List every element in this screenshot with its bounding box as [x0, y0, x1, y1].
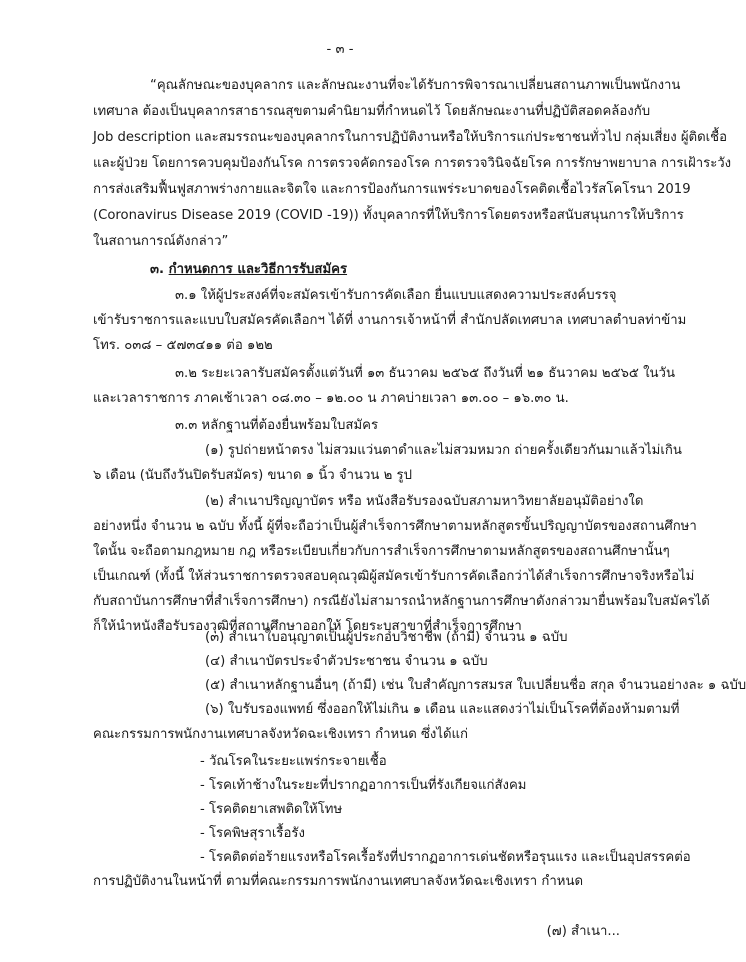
- item-2-line-2: อย่างหนึ่ง จำนวน ๒ ฉบับ ทั้งนี้ ผู้ที่จะถือว่าเป็นผู้สำเร็จการศึกษาตามหลักสูตรขั้นปริญญาบัตรของสถานศึกษา: [93, 519, 697, 534]
- quote-line-1: “คุณลักษณะของบุคลากร และลักษณะงานที่จะได้รับการพิจารณาเปลี่ยนสถานภาพเป็นพนักงาน: [150, 78, 681, 93]
- section-number: ๓.: [150, 262, 165, 277]
- page-number: - ๓ -: [326, 42, 354, 57]
- item-1-line-2: ๖ เดือน (นับถึงวันปิดรับสมัคร) ขนาด ๑ นิ้ว จำนวน ๒ รูป: [93, 468, 412, 483]
- item-4: (๔) สำเนาบัตรประจำตัวประชาชน จำนวน ๑ ฉบับ: [205, 654, 488, 669]
- clause-3-3-heading: ๓.๓ หลักฐานที่ต้องยื่นพร้อมใบสมัคร: [175, 418, 379, 433]
- disease-item-2: - โรคเท้าช้างในระยะที่ปรากฏอาการเป็นที่รังเกียจแก่สังคม: [200, 778, 527, 793]
- disease-item-4: - โรคพิษสุราเรื้อรัง: [200, 826, 305, 841]
- item-5: (๕) สำเนาหลักฐานอื่นๆ (ถ้ามี) เช่น ใบสำคัญการสมรส ใบเปลี่ยนชื่อ สกุล จำนวนอย่างละ ๑ ฉบับ: [205, 678, 746, 693]
- item-2-line-6: ก็ให้นำหนังสือรับรองวุฒิที่สถานศึกษาออกให้ โดยระบุสาขาที่สำเร็จการศึกษา: [93, 619, 522, 634]
- item-1-line-1: (๑) รูปถ่ายหน้าตรง ไม่สวมแว่นตาดำและไม่สวมหมวก ถ่ายครั้งเดียวกันมาแล้วไม่เกิน: [205, 443, 682, 458]
- quote-line-6: (Coronavirus Disease 2019 (COVID -19)) ทั้งบุคลากรที่ให้บริการโดยตรงหรือสนับสนุนการให้บริการ: [93, 208, 684, 223]
- quote-line-5: การส่งเสริมฟื้นฟูสภาพร่างกายและจิตใจ และการป้องกันการแพร่ระบาดของโรคติดเชื้อไวรัสโคโรนา 2019: [93, 182, 691, 197]
- item-2-line-3: ใดนั้น จะถือตามกฎหมาย กฎ หรือระเบียบเกี่ยวกับการสำเร็จการศึกษาตามหลักสูตรของสถานศึกษานั้นๆ: [93, 544, 670, 559]
- section-title: กำหนดการ และวิธีการรับสมัคร: [168, 262, 348, 277]
- clause-3-2-line-1: ๓.๒ ระยะเวลารับสมัครตั้งแต่วันที่ ๑๓ ธันวาคม ๒๕๖๕ ถึงวันที่ ๒๑ ธันวาคม ๒๕๖๕ ในวัน: [175, 366, 675, 381]
- quote-line-3: Job description และสมรรถนะของบุคลากรในการปฏิบัติงานหรือให้บริการแก่ประชาชนทั่วไป กลุ่มเสี่ยง ผู้ติดเชื้อ: [93, 130, 728, 145]
- quote-line-2: เทศบาล ต้องเป็นบุคลากรสาธารณสุขตามคำนิยามที่กำหนดไว้ โดยลักษณะงานที่ปฏิบัติสอดคล้องกับ: [93, 104, 651, 119]
- section-heading: [150, 260, 347, 280]
- item-6-line-1: (๖) ใบรับรองแพทย์ ซึ่งออกให้ไม่เกิน ๑ เดือน และแสดงว่าไม่เป็นโรคที่ต้องห้ามตามที่: [205, 702, 680, 717]
- item-2-line-5: กับสถาบันการศึกษาที่สำเร็จการศึกษา) กรณียังไม่สามารถนำหลักฐานการศึกษาดังกล่าวมายื่นพร้อมใบสมัครได้: [93, 594, 710, 609]
- item-2-line-1: (๒) สำเนาปริญญาบัตร หรือ หนังสือรับรองฉบับสภามหาวิทยาลัยอนุมัติอย่างใด: [205, 494, 644, 509]
- clause-3-1-line-1: ๓.๑ ให้ผู้ประสงค์ที่จะสมัครเข้ารับการคัดเลือก ยื่นแบบแสดงความประสงค์บรรจุ: [175, 288, 617, 303]
- disease-item-5-line-1: - โรคติดต่อร้ายแรงหรือโรคเรื้อรังที่ปรากฏอาการเด่นชัดหรือรุนแรง และเป็นอุปสรรคต่อ: [200, 850, 691, 865]
- continuation-footer: (๗) สำเนา...: [546, 924, 620, 939]
- item-3: (๓) สำเนาใบอนุญาตเป็นผู้ประกอบวิชาชีพ (ถ้ามี) จำนวน ๑ ฉบับ: [205, 630, 568, 645]
- disease-item-1: - วัณโรคในระยะแพร่กระจายเชื้อ: [200, 754, 387, 769]
- item-6-line-2: คณะกรรมการพนักงานเทศบาลจังหวัดฉะเชิงเทรา กำหนด ซึ่งได้แก่: [93, 727, 469, 742]
- disease-item-3: - โรคติดยาเสพติดให้โทษ: [200, 802, 343, 817]
- item-2-line-4: เป็นเกณฑ์ (ทั้งนี้ ให้ส่วนราชการตรวจสอบคุณวุฒิผู้สมัครเข้ารับการคัดเลือกว่าได้สำเร็จการศึกษาจริงหรือไม่: [93, 569, 695, 584]
- disease-item-5-line-2: การปฏิบัติงานในหน้าที่ ตามที่คณะกรรมการพนักงานเทศบาลจังหวัดฉะเชิงเทรา กำหนด: [93, 874, 584, 889]
- clause-3-1-line-3: โทร. ๐๓๘ – ๕๗๓๔๑๑ ต่อ ๑๒๒: [93, 338, 273, 353]
- quote-line-7: ในสถานการณ์ดังกล่าว”: [93, 234, 229, 249]
- clause-3-2-line-2: และเวลาราชการ ภาคเช้าเวลา ๐๘.๓๐ – ๑๒.๐๐ น ภาคบ่ายเวลา ๑๓.๐๐ – ๑๖.๓๐ น.: [93, 391, 569, 406]
- quote-line-4: และผู้ป่วย โดยการควบคุมป้องกันโรค การตรวจคัดกรองโรค การตรวจวินิจฉัยโรค การรักษาพยาบาล การเฝ้าระวัง: [93, 156, 732, 171]
- clause-3-1-line-2: เข้ารับราชการและแบบใบสมัครคัดเลือกฯ ได้ที่ งานการเจ้าหน้าที่ สำนักปลัดเทศบาล เทศบาลตำบลท่าข้าม: [93, 313, 687, 328]
